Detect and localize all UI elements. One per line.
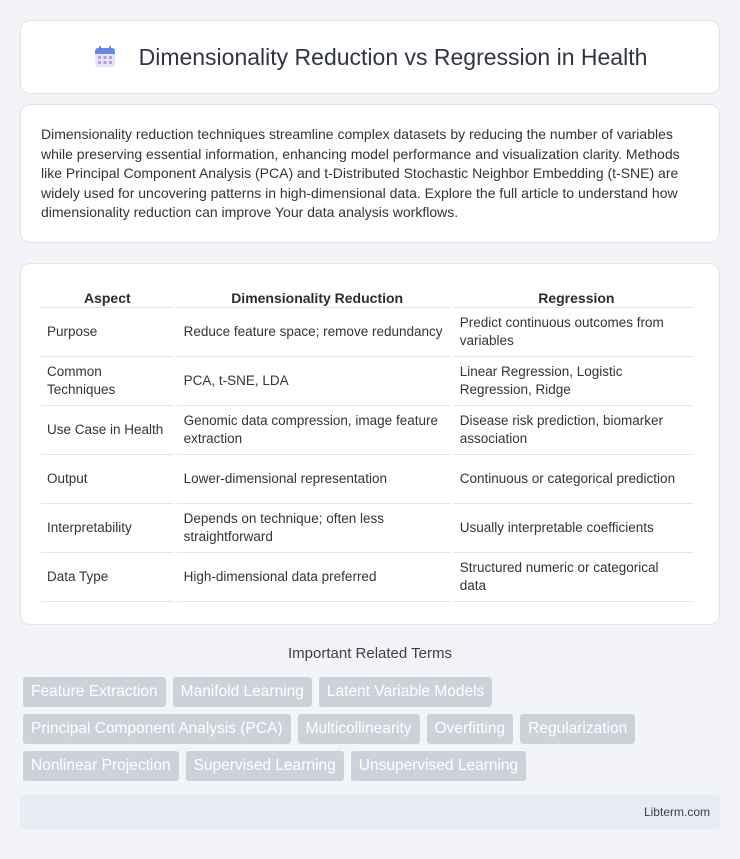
- dimred-cell: Genomic data compression, image feature extraction: [177, 406, 451, 455]
- comparison-card: [20, 263, 720, 625]
- tag-feature-extraction[interactable]: Feature Extraction: [23, 677, 166, 707]
- aspect-cell: Common Techniques: [41, 357, 174, 406]
- aspect-cell: Data Type: [41, 553, 174, 602]
- comparison-table: [38, 284, 696, 602]
- dimred-cell: Depends on technique; often less straightforward: [177, 504, 451, 553]
- calendar-icon: [93, 45, 117, 69]
- tag-row: [23, 677, 723, 707]
- footer: [20, 795, 720, 829]
- tag-row: [23, 751, 723, 781]
- tag-pca[interactable]: Principal Component Analysis (PCA): [23, 714, 291, 744]
- tag-unsupervised-learning[interactable]: Unsupervised Learning: [351, 751, 526, 781]
- dimred-cell: Reduce feature space; remove redundancy: [177, 308, 451, 357]
- table-row: [41, 504, 693, 553]
- aspect-cell: Use Case in Health: [41, 406, 174, 455]
- tag-regularization[interactable]: Regularization: [520, 714, 635, 744]
- tag-latent-variable-models[interactable]: Latent Variable Models: [319, 677, 492, 707]
- regression-cell: Continuous or categorical prediction: [454, 455, 693, 504]
- regression-cell: Linear Regression, Logistic Regression, Ridge: [454, 357, 693, 406]
- aspect-cell: Purpose: [41, 308, 174, 357]
- dimred-cell: PCA, t-SNE, LDA: [177, 357, 451, 406]
- regression-cell: Disease risk prediction, biomarker association: [454, 406, 693, 455]
- table-row: [41, 553, 693, 602]
- table-row: [41, 406, 693, 455]
- related-terms: [23, 677, 723, 788]
- header-aspect: Aspect: [41, 284, 174, 308]
- table-header-row: [41, 284, 693, 308]
- tag-overfitting[interactable]: Overfitting: [427, 714, 514, 744]
- regression-cell: Usually interpretable coefficients: [454, 504, 693, 553]
- table-row: [41, 308, 693, 357]
- dimred-cell: Lower-dimensional representation: [177, 455, 451, 504]
- tag-manifold-learning[interactable]: Manifold Learning: [173, 677, 312, 707]
- tag-nonlinear-projection[interactable]: Nonlinear Projection: [23, 751, 179, 781]
- aspect-cell: Interpretability: [41, 504, 174, 553]
- regression-cell: Predict continuous outcomes from variables: [454, 308, 693, 357]
- title-card: [20, 20, 720, 94]
- tag-supervised-learning[interactable]: Supervised Learning: [186, 751, 344, 781]
- tag-multicollinearity[interactable]: Multicollinearity: [298, 714, 420, 744]
- table-row: [41, 357, 693, 406]
- related-terms-title: Important Related Terms: [288, 645, 452, 662]
- header-dimensionality-reduction: Dimensionality Reduction: [177, 284, 451, 308]
- dimred-cell: High-dimensional data preferred: [177, 553, 451, 602]
- regression-cell: Structured numeric or categorical data: [454, 553, 693, 602]
- header-regression: Regression: [454, 284, 693, 308]
- tag-row: [23, 714, 723, 744]
- intro-paragraph: Dimensionality reduction techniques streamline complex datasets by reducing the number of variables while preserving essential information, enhancing model performance and visualization clarity. Methods like Principal Component Analysis (PCA) and t-Distributed Stochastic Neighbor Embedding (t-SNE) are widely used for uncovering patterns in high-dimensional data. Explore the full article to understand how dimensionality reduction can improve Your data analysis workflows.: [41, 126, 680, 220]
- aspect-cell: Output: [41, 455, 174, 504]
- footer-brand[interactable]: Libterm.com: [643, 805, 710, 819]
- page-title: Dimensionality Reduction vs Regression in Health: [138, 43, 648, 70]
- intro-card: [20, 104, 720, 243]
- table-row: [41, 455, 693, 504]
